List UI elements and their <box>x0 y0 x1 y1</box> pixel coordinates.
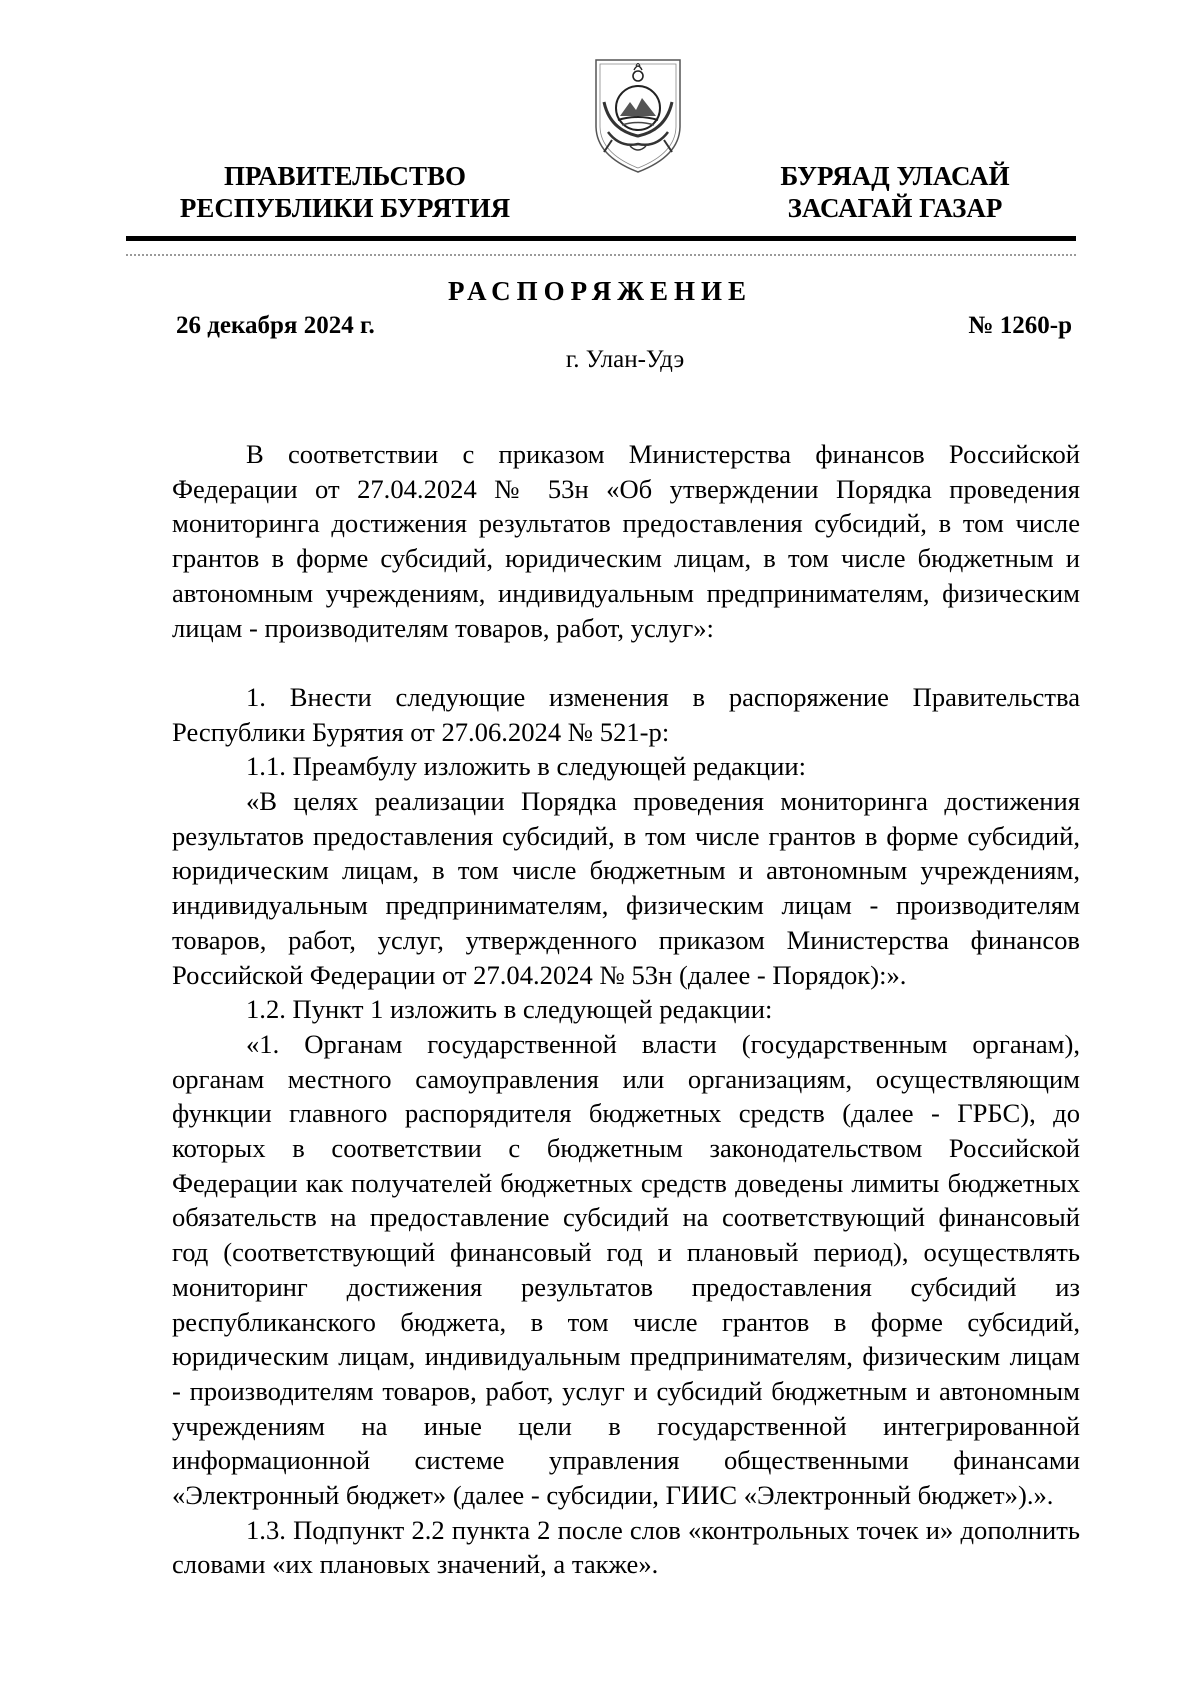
org-name-line-2: РЕСПУБЛИКИ БУРЯТИЯ <box>179 193 511 223</box>
document-city: г. Улан-Удэ <box>565 346 685 373</box>
document-title: РАСПОРЯЖЕНИЕ <box>447 276 753 306</box>
document-number: № 1260-р <box>968 312 1072 339</box>
paragraph-preamble: В соответствии с приказом Министерства финансов Российской Федерации от 27.04.2024 № 53н «Об утверждении Порядка проведения мониторинга достижения результатов предоставления субсидий, в том числе грантов в форме субсидий, юридическим лицам, в том числе бюджетным и автономным учреждениям, индивидуальным предпринимателям, физическим лицам - производителям товаров, работ, услуг»: <box>172 439 1080 643</box>
header-divider <box>126 236 1076 241</box>
header-dotted-divider <box>126 254 1076 256</box>
document-body <box>172 437 1080 1582</box>
paragraph-item-1-2: 1.2. Пункт 1 изложить в следующей редакции: <box>246 994 773 1025</box>
paragraph-quote-preamble: «В целях реализации Порядка проведения мониторинга достижения результатов предоставления субсидий, в том числе грантов в форме субсидий, юридическим лицам, в том числе бюджетным и автономным учреждениям, индивидуальным предпринимателям, физическим лицам - производителям товаров, работ, услуг, утвержденного приказом Министерства финансов Российской Федерации от 27.04.2024 № 53н (далее - Порядок):». <box>172 786 1080 990</box>
paragraph-item-1: 1. Внести следующие изменения в распоряжение Правительства Республики Бурятия от 27.06.2024 № 521-р: <box>172 681 1080 747</box>
org-name-line-1: ПРАВИТЕЛЬСТВО <box>223 161 467 191</box>
org-name-russian <box>160 160 530 224</box>
coat-of-arms-icon <box>590 56 686 176</box>
paragraph-quote-item-1: «1. Органам государственной власти (государственным органам), органам местного самоуправления или организациям, осуществляющим функции главного распорядителя бюджетных средств (далее - ГРБС), до которых в соответствии с бюджетным законодательством Российской Федерации как получателей бюджетных средств доведены лимиты бюджетных обязательств на предоставление субсидий на соответствующий финансовый год (соответствующий финансовый год и плановый период), осуществлять мониторинг достижения результатов предоставления субсидий из республиканского бюджета, в том числе грантов в форме субсидий, юридическим лицам, индивидуальным предпринимателям, физическим лицам - производителям товаров, работ, услуг и субсидий бюджетным и автономным учреждениям на иные цели в государственной интегрированной информационной системе управления общественными финансами «Электронный бюджет» (далее - субсидии, ГИИС «Электронный бюджет»).». <box>172 1028 1080 1511</box>
org-name-buryat-line-1: БУРЯАД УЛАСАЙ <box>780 161 1010 191</box>
document-date: 26 декабря 2024 г. <box>176 312 375 339</box>
org-name-buryat <box>760 160 1030 224</box>
org-name-buryat-line-2: ЗАСАГАЙ ГАЗАР <box>787 193 1003 223</box>
paragraph-item-1-1: 1.1. Преамбулу изложить в следующей редакции: <box>246 751 806 782</box>
paragraph-item-1-3: 1.3. Подпункт 2.2 пункта 2 после слов «контрольных точек и» дополнить словами «их плановых значений, а также». <box>172 1514 1080 1580</box>
